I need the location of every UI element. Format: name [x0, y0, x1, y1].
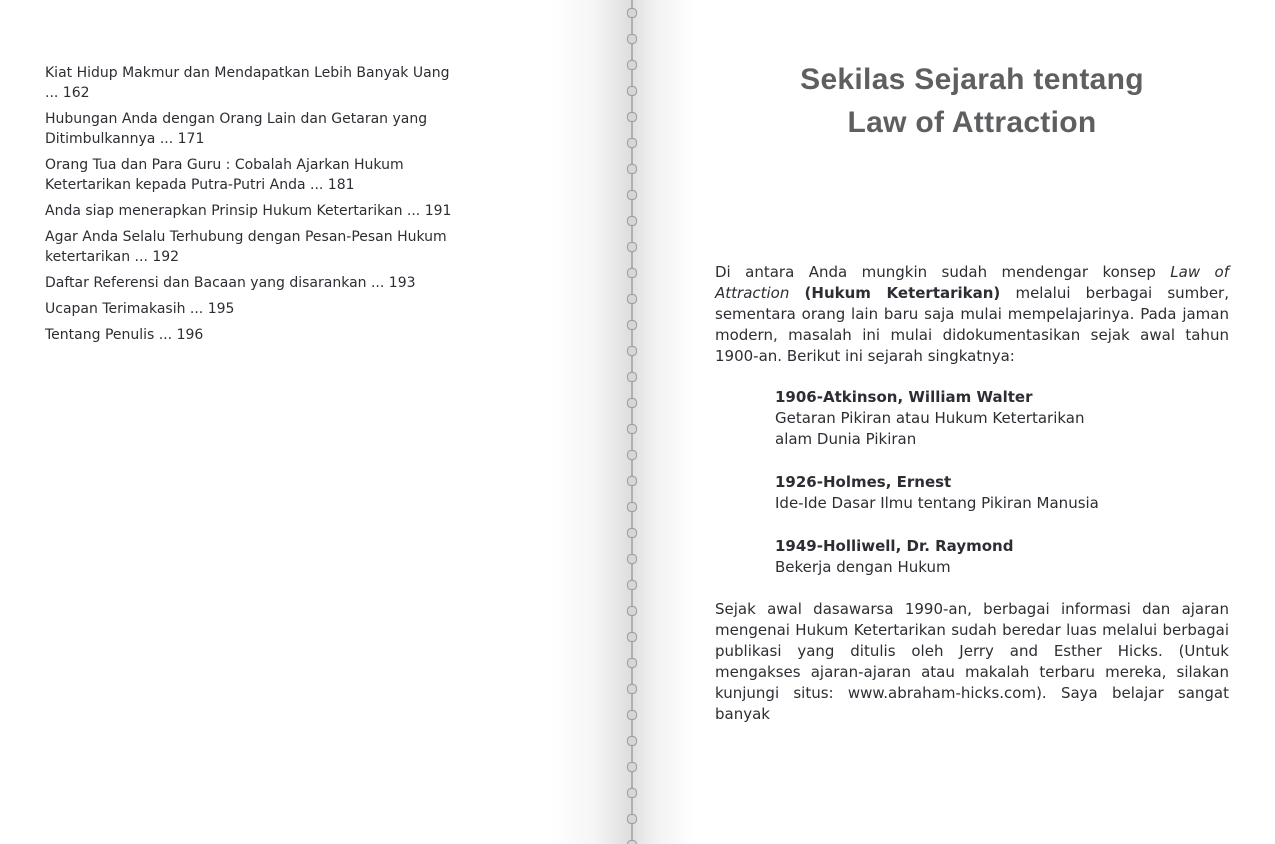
toc-entry[interactable] [45, 63, 575, 103]
toc-entry[interactable] [45, 227, 575, 267]
toc-entry-line: Orang Tua dan Para Guru : Cobalah Ajarkan Hukum [45, 157, 404, 173]
history-item [775, 472, 1229, 514]
binding-chain-icon [624, 0, 640, 844]
history-item-heading: 1926-Holmes, Ernest [775, 473, 952, 491]
toc-entry-line: Ketertarikan kepada Putra-Putri Anda ... 181 [45, 177, 355, 193]
toc-entry-line: Tentang Penulis ... 196 [45, 327, 204, 343]
left-page [45, 63, 575, 351]
intro-text-start: Di antara Anda mungkin sudah mendengar konsep [715, 263, 1171, 281]
closing-paragraph [715, 599, 1229, 725]
history-item [775, 387, 1229, 450]
toc-entry-line: Ucapan Terimakasih ... 195 [45, 301, 235, 317]
history-item-line: Getaran Pikiran atau Hukum Ketertarikan [775, 409, 1085, 427]
website-url[interactable]: www.abraham-hicks.com [847, 684, 1037, 702]
toc-entry[interactable] [45, 155, 575, 195]
intro-separator [789, 284, 804, 302]
toc-entry-line: Hubungan Anda dengan Orang Lain dan Getaran yang [45, 111, 428, 127]
history-item-line: Ide-Ide Dasar Ilmu tentang Pikiran Manusia [775, 494, 1099, 512]
toc-entry-line: Anda siap menerapkan Prinsip Hukum Ketertarikan ... 191 [45, 203, 452, 219]
law-of-attraction-term: Law of Attraction [715, 263, 1229, 302]
toc-entry-line: ... 162 [45, 85, 90, 101]
toc-list [45, 63, 575, 345]
right-page [715, 58, 1229, 725]
history-item-heading: 1906-Atkinson, William Walter [775, 388, 1033, 406]
history-item [775, 536, 1229, 578]
toc-entry[interactable] [45, 201, 575, 221]
chapter-title-line-2: Law of Attraction [847, 106, 1097, 139]
closing-text-end: ). Saya belajar sangat banyak [715, 684, 1229, 723]
chapter-title-line-1: Sekilas Sejarah tentang [800, 63, 1144, 96]
history-list [715, 387, 1229, 578]
history-item-line: alam Dunia Pikiran [775, 430, 917, 448]
history-item-heading: 1949-Holliwell, Dr. Raymond [775, 537, 1014, 555]
toc-entry-line: ketertarikan ... 192 [45, 249, 180, 265]
toc-entry-line: Kiat Hidup Makmur dan Mendapatkan Lebih Banyak Uang [45, 65, 450, 81]
closing-text-start: Sejak awal dasawarsa 1990-an, berbagai informasi dan ajaran mengenai Hukum Ketertarikan sudah beredar luas melalui berbagai publikasi yang ditulis oleh Jerry and Esther Hicks. (Untuk mengakses ajaran-ajaran atau makalah terbaru mereka, silakan kunjungi situs: [715, 600, 1229, 702]
intro-text-end: melalui berbagai sumber, sementara orang lain baru saja mulai mempelajarinya. Pada jaman modern, masalah ini mulai didokumentasikan sejak awal tahun 1900-an. Berikut ini sejarah singkatnya: [715, 284, 1229, 365]
toc-entry[interactable] [45, 325, 575, 345]
history-item-line: Bekerja dengan Hukum [775, 558, 951, 576]
toc-entry[interactable] [45, 109, 575, 149]
chapter-title [715, 58, 1229, 144]
toc-entry-line: Ditimbulkannya ... 171 [45, 131, 205, 147]
toc-entry-line: Agar Anda Selalu Terhubung dengan Pesan-Pesan Hukum [45, 229, 447, 245]
toc-entry-line: Daftar Referensi dan Bacaan yang disarankan ... 193 [45, 275, 416, 291]
hukum-ketertarikan-term: (Hukum Ketertarikan) [804, 284, 1001, 302]
toc-entry[interactable] [45, 299, 575, 319]
toc-entry[interactable] [45, 273, 575, 293]
intro-paragraph [715, 262, 1229, 367]
